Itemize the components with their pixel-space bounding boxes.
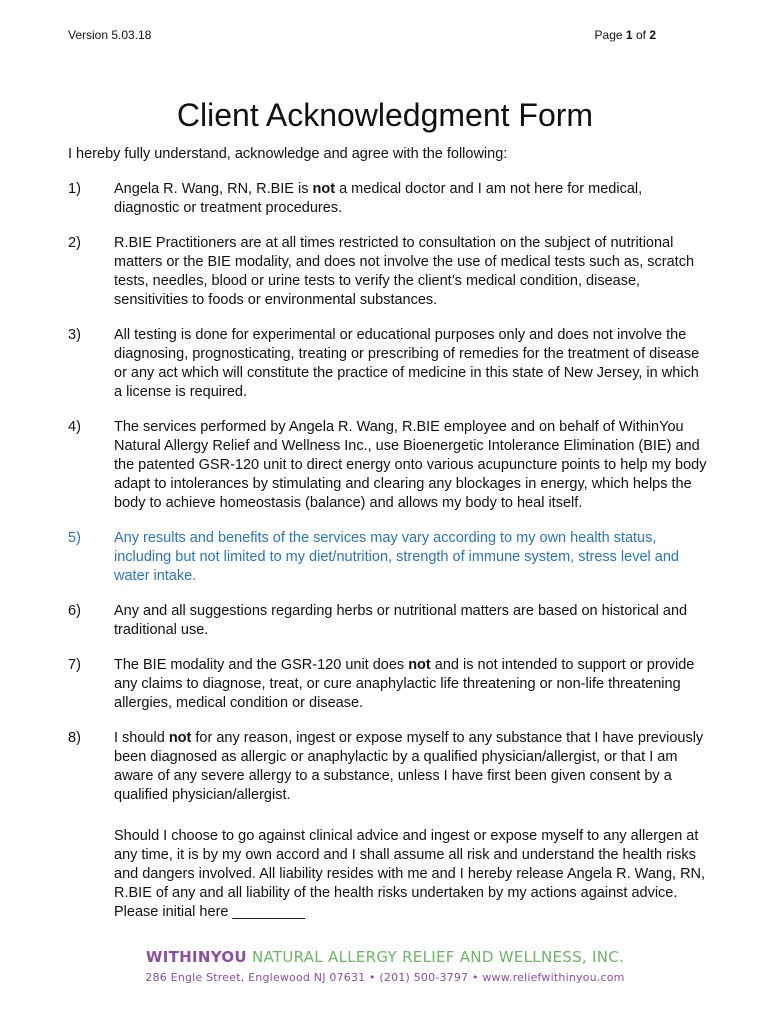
item-text: I should not for any reason, ingest or expose myself to any substance that I have previously been diagnosed as allergic or anaphylactic by a qualified physician/allergist, or that I am aware of any severe allergy to a substance, unless I have first been given consent by a qualified physician/allergist. bbox=[114, 730, 704, 803]
item-number: 4) bbox=[68, 419, 81, 435]
list-item-1 bbox=[68, 180, 708, 218]
item-text: All testing is done for experimental or educational purposes only and does not involve the diagnosing, prognosticating, treating or prescribing of remedies for the treatment of disease or any act which will constitute the practice of medicine in this state of New Jersey, in which a license is required. bbox=[114, 327, 700, 400]
closing-paragraph: Should I choose to go against clinical advice and ingest or expose myself to any allergen at any time, it is by my own accord and I shall assume all risk and understand the health risks and dangers involved. All liability resides with me and I hereby release Angela R. Wang, RN, R.BIE of any and all liability of the health risks undertaken by my actions against advice. Please initial here _________ bbox=[114, 828, 706, 920]
page-label: Page bbox=[594, 28, 623, 42]
item-number: 8) bbox=[68, 730, 81, 746]
item-number: 6) bbox=[68, 603, 81, 619]
item-number: 5) bbox=[68, 530, 81, 546]
list-item-3 bbox=[68, 326, 708, 402]
item-text: Angela R. Wang, RN, R.BIE is not a medical doctor and I am not here for medical, diagnostic or treatment procedures. bbox=[114, 181, 643, 216]
item-text: Any and all suggestions regarding herbs or nutritional matters are based on historical and traditional use. bbox=[114, 603, 688, 638]
item-number: 2) bbox=[68, 235, 81, 251]
intro-text: I hereby fully understand, acknowledge and agree with the following: bbox=[68, 146, 508, 162]
list-item-7 bbox=[68, 656, 708, 713]
footer-address: 286 Engle Street, Englewood NJ 07631 • (201) 500-3797 • www.reliefwithinyou.com bbox=[145, 971, 625, 984]
list-item-8 bbox=[68, 729, 708, 805]
item-text: The services performed by Angela R. Wang, R.BIE employee and on behalf of WithinYou Natural Allergy Relief and Wellness Inc., use Bioenergetic Intolerance Elimination (BIE) and the patented GSR-120 unit to direct energy onto various acupuncture points to help my body adapt to intolerances by stimulating and clearing any blockages in energy, which helps the body to achieve homeostasis (balance) and allows my body to heal itself. bbox=[114, 419, 707, 511]
page-current: 1 bbox=[625, 28, 633, 42]
emphasis-not: not bbox=[168, 730, 192, 746]
item-number: 1) bbox=[68, 181, 81, 197]
item-text: Any results and benefits of the services may vary according to my own health status, including but not limited to my diet/nutrition, strength of immune system, stress level and water intake. bbox=[114, 530, 679, 584]
list-item-4 bbox=[68, 418, 708, 513]
page-number bbox=[595, 28, 656, 42]
list-item-2 bbox=[68, 234, 708, 310]
item-number: 3) bbox=[68, 327, 81, 343]
page-total: 2 bbox=[649, 28, 656, 42]
brand-tagline: NATURAL ALLERGY RELIEF AND WELLNESS, INC. bbox=[246, 948, 625, 966]
version-label: Version 5.03.18 bbox=[68, 28, 152, 42]
item-text: R.BIE Practitioners are at all times restricted to consultation on the subject of nutritional matters or the BIE modality, and does not involve the use of medical tests such as, scratch tests, needles, blood or urine tests to verify the client’s medical condition, disease, sensitivities to foods or environmental substances. bbox=[114, 235, 695, 308]
list-item-5 bbox=[68, 529, 708, 586]
page-title: Client Acknowledgment Form bbox=[176, 97, 594, 134]
emphasis-not: not bbox=[312, 181, 336, 197]
page-of: of bbox=[635, 28, 646, 42]
acknowledgment-list bbox=[68, 180, 708, 922]
footer bbox=[0, 948, 770, 984]
emphasis-not: not bbox=[408, 657, 431, 673]
list-item-6 bbox=[68, 602, 708, 640]
item-number: 7) bbox=[68, 657, 81, 673]
item-text: The BIE modality and the GSR-120 unit does not and is not intended to support or provide any claims to diagnose, treat, or cure anaphylactic life threatening or non-life threatening allergies, medical condition or disease. bbox=[114, 657, 695, 711]
brand-name: WITHINYOU bbox=[145, 948, 247, 966]
footer-brand bbox=[0, 948, 770, 966]
